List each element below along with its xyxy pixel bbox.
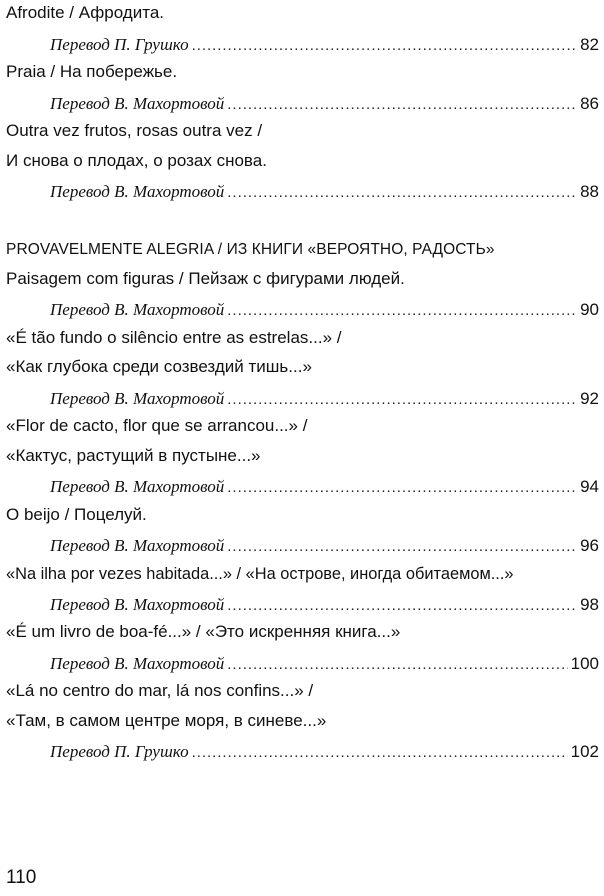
leader-dots bbox=[227, 301, 577, 321]
toc-entry-title-translation: И снова о плодах, о розах снова. bbox=[6, 151, 267, 170]
toc-entry-title: Paisagem com figuras / Пейзаж с фигурами людей. bbox=[6, 269, 405, 288]
page-number: 82 bbox=[580, 35, 599, 54]
leader-dots bbox=[227, 390, 577, 410]
leader-dots bbox=[227, 95, 577, 115]
page-number: 86 bbox=[580, 94, 599, 113]
translator-credit: Перевод В. Махортовой bbox=[50, 595, 225, 614]
translator-credit: Перевод В. Махортовой bbox=[50, 477, 225, 496]
toc-translator-row bbox=[50, 474, 599, 498]
translator-credit: Перевод П. Грушко bbox=[50, 742, 189, 761]
toc-translator-row bbox=[50, 297, 599, 321]
leader-dots bbox=[227, 537, 577, 557]
page-number: 88 bbox=[580, 182, 599, 201]
leader-dots bbox=[192, 36, 577, 56]
page-number: 102 bbox=[570, 742, 599, 761]
toc-entry-title: Outra vez frutos, rosas outra vez / bbox=[6, 121, 263, 140]
toc-entry-title: Afrodite / Афродита. bbox=[6, 3, 164, 22]
leader-dots bbox=[227, 478, 577, 498]
leader-dots bbox=[227, 596, 577, 616]
translator-credit: Перевод В. Махортовой bbox=[50, 389, 225, 408]
toc-entry-title: «Lá no centro do mar, lá nos confins...» / bbox=[6, 681, 314, 700]
page-number: 100 bbox=[570, 654, 599, 673]
toc-entry-title: «Flor de cacto, flor que se arrancou...» / bbox=[6, 416, 308, 435]
toc-translator-row bbox=[50, 32, 599, 56]
toc-translator-row bbox=[50, 386, 599, 410]
toc-translator-row bbox=[50, 592, 599, 616]
section-heading: PROVAVELMENTE ALEGRIA / ИЗ КНИГИ «ВЕРОЯТНО, РАДОСТЬ» bbox=[6, 241, 495, 258]
toc-translator-row bbox=[50, 739, 599, 763]
translator-credit: Перевод В. Махортовой bbox=[50, 300, 225, 319]
translator-credit: Перевод В. Махортовой bbox=[50, 654, 225, 673]
translator-credit: Перевод В. Махортовой bbox=[50, 536, 225, 555]
toc-entry-title: Praia / На побережье. bbox=[6, 62, 178, 81]
toc-translator-row bbox=[50, 179, 599, 203]
toc-entry-title-translation: «Там, в самом центре моря, в синеве...» bbox=[6, 711, 327, 730]
leader-dots bbox=[192, 743, 568, 763]
toc-entry-title: O beijo / Поцелуй. bbox=[6, 505, 147, 524]
page-number: 90 bbox=[580, 300, 599, 319]
leader-dots bbox=[227, 655, 567, 675]
folio-page-number: 110 bbox=[6, 867, 37, 888]
page-number: 96 bbox=[580, 536, 599, 555]
toc-entry-title: «É um livro de boa-fé...» / «Это искренняя книга...» bbox=[6, 622, 401, 641]
toc-translator-row bbox=[50, 651, 599, 675]
toc-entry-title: «É tão fundo o silêncio entre as estrelas...» / bbox=[6, 328, 342, 347]
page-number: 94 bbox=[580, 477, 599, 496]
toc-entry-title: «Na ilha por vezes habitada...» / «На острове, иногда обитаемом...» bbox=[6, 565, 514, 583]
translator-credit: Перевод В. Махортовой bbox=[50, 182, 225, 201]
page-number: 98 bbox=[580, 595, 599, 614]
translator-credit: Перевод В. Махортовой bbox=[50, 94, 225, 113]
toc-translator-row bbox=[50, 533, 599, 557]
toc-entry-title-translation: «Как глубока среди созвездий тишь...» bbox=[6, 357, 312, 376]
toc-entry-title-translation: «Кактус, растущий в пустыне...» bbox=[6, 446, 261, 465]
toc-translator-row bbox=[50, 91, 599, 115]
leader-dots bbox=[227, 183, 577, 203]
translator-credit: Перевод П. Грушко bbox=[50, 35, 189, 54]
page-number: 92 bbox=[580, 389, 599, 408]
